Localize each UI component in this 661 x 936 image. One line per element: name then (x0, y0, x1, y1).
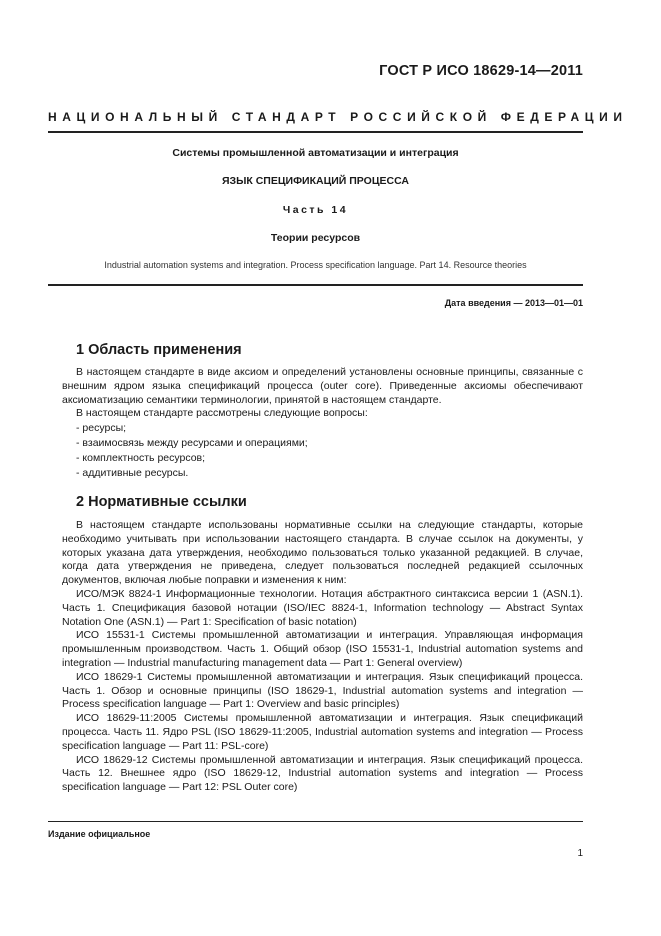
reference-entry: ИСО 18629-11:2005 Системы промышленной автоматизации и интеграция. Язык спецификаций процесса. Часть 11. Ядро PSL (ISO 18629-11:2005, Industrial automation systems and integration — Process specification language — Part 11: PSL-core) (62, 712, 583, 752)
list-item: - взаимосвязь между ресурсами и операциями; (76, 437, 308, 449)
list-item: - ресурсы; (76, 422, 127, 434)
introduction-date: Дата введения — 2013—01—01 (444, 298, 583, 308)
title-part: Часть 14 (282, 204, 349, 216)
title-line-2: ЯЗЫК СПЕЦИФИКАЦИЙ ПРОЦЕССА (221, 175, 409, 187)
list-item: - аддитивные ресурсы. (76, 467, 189, 479)
section-1-text (62, 366, 583, 421)
footer-rule (48, 821, 583, 822)
official-edition-label: Издание официальное (48, 829, 151, 839)
page-number: 1 (577, 848, 583, 859)
reference-entry: ИСО 18629-1 Системы промышленной автоматизации и интеграция. Язык спецификаций процесса. Часть 1. Обзор и основные принципы (ISO 18629-1, Industrial automation systems and integration — Process specification language — Part 1: Overview and basic principles) (62, 670, 583, 711)
section-1-heading: 1 Область применения (76, 342, 242, 358)
reference-entry: ИСО 15531-1 Системы промышленной автоматизации и интеграция. Управляющая информация промышленным производством. Часть 1. Общий обзор (ISO 15531-1, Industrial automation systems and integration — Industrial manufacturing management data — Part 1: General overview) (62, 629, 583, 669)
section-2-text (62, 519, 583, 795)
header-rule (48, 131, 583, 133)
reference-entry: ИСО/МЭК 8824-1 Информационные технологии. Нотация абстрактного синтаксиса версии 1 (ASN.1). Часть 1. Спецификация базовой нотации (ISO/IEC 8824-1, Information technology — Abstract Syntax Notation One (ASN.1) — Part 1: Specification of basic notation) (62, 587, 583, 628)
title-rule (48, 284, 583, 286)
national-standard-title: НАЦИОНАЛЬНЫЙ СТАНДАРТ РОССИЙСКОЙ ФЕДЕРАЦИИ (48, 110, 628, 124)
section-2-heading: 2 Нормативные ссылки (76, 494, 247, 510)
section-1-paragraph: В настоящем стандарте рассмотрены следующие вопросы: (76, 407, 368, 420)
english-title: Industrial automation systems and integration. Process specification language. Part 14. Resource theories (104, 260, 527, 270)
section-1-list (76, 421, 583, 481)
list-item: - комплектность ресурсов; (76, 452, 206, 464)
standard-number: ГОСТ Р ИСО 18629-14—2011 (379, 63, 583, 79)
section-1-paragraph: В настоящем стандарте в виде аксиом и определений установлены основные принципы, связанные с внешним ядром языка спецификаций процесса (outer core). Приведенные аксиомы обеспечивают аксиоматизацию семантики терминологии, принятой в настоящем стандарте. (62, 366, 583, 406)
title-line-1: Системы промышленной автоматизации и интеграция (172, 147, 459, 159)
reference-entry: ИСО 18629-12 Системы промышленной автоматизации и интеграция. Язык спецификаций процесса. Часть 12. Внешнее ядро (ISO 18629-12, Industrial automation systems and integration — Process specification language — Part 12: PSL Outer core) (62, 753, 583, 794)
title-subtitle: Теории ресурсов (270, 232, 361, 244)
section-2-paragraph: В настоящем стандарте использованы нормативные ссылки на следующие стандарты, которые необходимо учитывать при использовании настоящего стандарта. В случае ссылок на документы, у которых указана дата утверждения, необходимо пользоваться только указанной редакцией. В случае, когда дата утверждения не приведена, следует пользоваться последней редакцией ссылочных документов, включая любые поправки и изменения к ним: (62, 519, 583, 587)
